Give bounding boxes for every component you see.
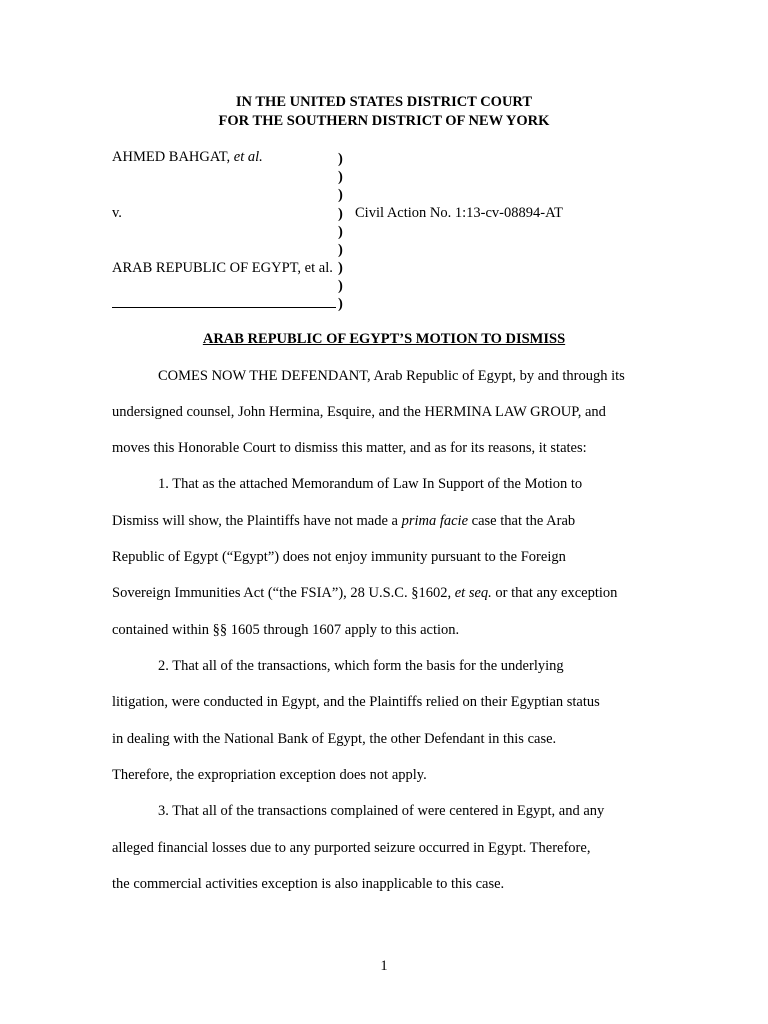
caption-paren: )	[338, 296, 343, 312]
body-line: in dealing with the National Bank of Egypt, the other Defendant in this case.	[112, 731, 557, 747]
body-line: contained within §§ 1605 through 1607 apply to this action.	[112, 622, 460, 638]
body-line: undersigned counsel, John Hermina, Esquire, and the HERMINA LAW GROUP, and	[112, 404, 606, 420]
caption-paren: )	[338, 224, 343, 240]
caption-paren: )	[338, 169, 343, 185]
page-number: 1	[380, 958, 388, 974]
et-seq-term: et seq.	[454, 585, 492, 601]
body-line: alleged financial losses due to any purported seizure occurred in Egypt. Therefore,	[112, 840, 591, 856]
caption-paren: )	[338, 278, 343, 294]
defendant-name: ARAB REPUBLIC OF EGYPT, et al.	[112, 260, 333, 276]
caption-paren: )	[338, 151, 343, 167]
body-line: 2. That all of the transactions, which form the basis for the underlying	[158, 658, 564, 674]
body-line: Dismiss will show, the Plaintiffs have not made a prima facie case that the Arab	[112, 513, 576, 529]
body-line: 1. That as the attached Memorandum of Law In Support of the Motion to	[158, 476, 583, 492]
body-line: litigation, were conducted in Egypt, and the Plaintiffs relied on their Egyptian status	[112, 694, 600, 710]
versus-label: v.	[112, 205, 122, 221]
body-line: COMES NOW THE DEFENDANT, Arab Republic of Egypt, by and through its	[158, 368, 625, 384]
caption-paren: )	[338, 187, 343, 203]
court-district: FOR THE SOUTHERN DISTRICT OF NEW YORK	[218, 113, 550, 129]
court-name: IN THE UNITED STATES DISTRICT COURT	[235, 94, 533, 110]
caption-paren: )	[338, 206, 343, 222]
body-line: Sovereign Immunities Act (“the FSIA”), 28 U.S.C. §1602, et seq. or that any exception	[112, 585, 618, 601]
civil-action-number: Civil Action No. 1:13-cv-08894-AT	[355, 205, 563, 221]
caption-paren: )	[338, 260, 343, 276]
motion-title: ARAB REPUBLIC OF EGYPT’S MOTION TO DISMISS	[202, 331, 566, 347]
plaintiff-et-al: et al.	[233, 149, 263, 165]
body-line: the commercial activities exception is also inapplicable to this case.	[112, 876, 505, 892]
court-heading	[0, 93, 768, 131]
body-line: moves this Honorable Court to dismiss this matter, and as for its reasons, it states:	[112, 440, 587, 456]
plaintiff-name: AHMED BAHGAT, et al.	[112, 149, 263, 165]
caption-underline	[112, 307, 336, 308]
prima-facie-term: prima facie	[401, 513, 469, 529]
body-line: 3. That all of the transactions complained of were centered in Egypt, and any	[158, 803, 605, 819]
caption-paren: )	[338, 242, 343, 258]
body-line: Therefore, the expropriation exception does not apply.	[112, 767, 427, 783]
body-line: Republic of Egypt (“Egypt”) does not enjoy immunity pursuant to the Foreign	[112, 549, 566, 565]
